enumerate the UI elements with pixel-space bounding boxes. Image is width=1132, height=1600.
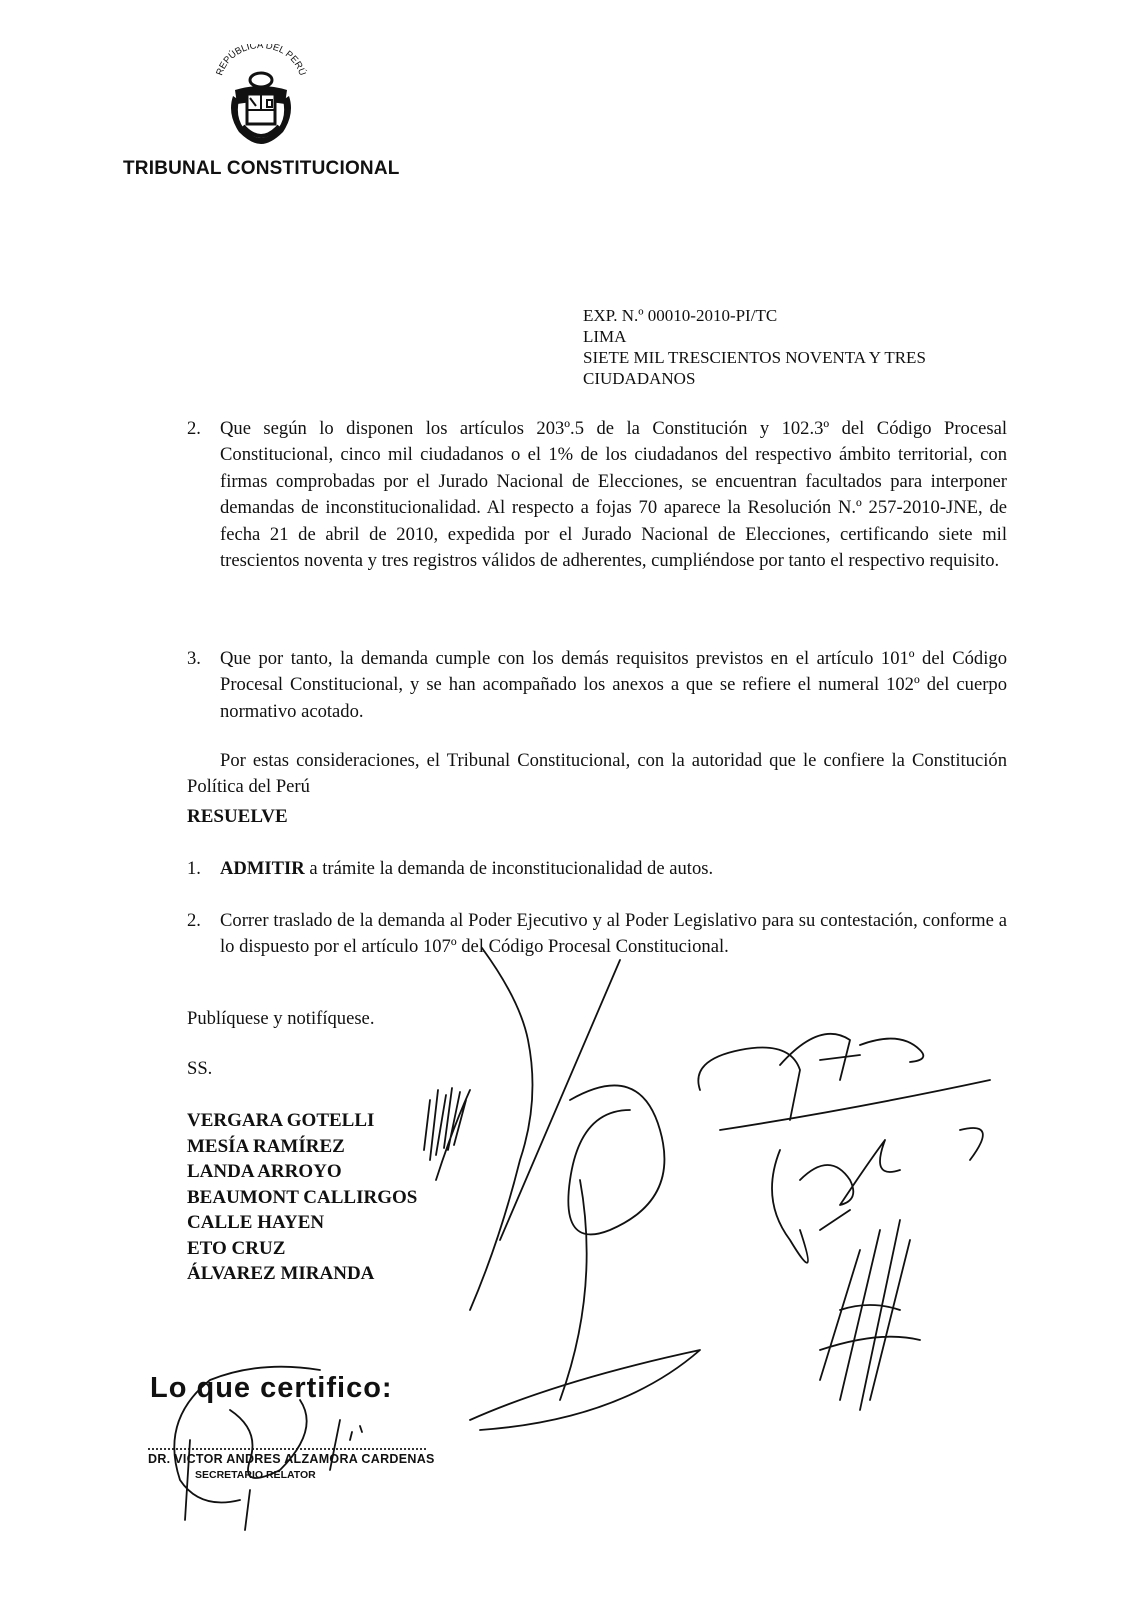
resolution-text: Correr traslado de la demanda al Poder Ejecutivo y al Poder Legislativo para su contestación, conforme a lo dispuesto por el artículo 107º del Código Procesal Constitucional. [220,910,1007,958]
resolution-number: 1. [187,858,201,879]
signature-1 [424,1088,470,1180]
resolution-item-2 [187,908,1007,961]
signature-2 [470,948,700,1430]
signature-4 [772,1140,900,1263]
resolution-heading: RESUELVE [187,806,288,827]
case-number: EXP. N.º 00010-2010-PI/TC [583,306,778,325]
judge-name: CALLE HAYEN [187,1212,325,1233]
judge-name: BEAUMONT CALLIRGOS [187,1186,418,1208]
resolution-item-1 [187,856,1007,882]
resolution-text [220,856,1007,882]
considerando-text: Que según lo disponen los artículos 203º.5 de la Constitución y 102.3º del Código Procesal Constitucional, cinco mil ciudadanos o el 1% de los ciudadanos del respectivo ámbito territorial, con firmas comprobadas por el Jurado Nacional de Elecciones, se encuentran facultados para interponer demandas de inconstitucionalidad. Al respecto a fojas 70 aparece la Resolución N.º 257-2010-JNE, de fecha 21 de abril de 2010, expedida por el Jurado Nacional de Elecciones, certificando siete mil trescientos noventa y tres registros válidos de adherentes, cumpliéndose por tanto el respectivo requisito. [220,418,1007,572]
signature-5 [820,1220,920,1410]
judge-name: ÁLVAREZ MIRANDA [187,1263,375,1284]
case-party-line-2: CIUDADANOS [583,369,696,388]
certification-label: Lo que certifico: [150,1372,393,1404]
judge-name: LANDA ARROYO [187,1161,342,1182]
seal-text: REPÚBLICA DEL PERÚ [214,44,308,78]
considerando-3 [187,646,1007,725]
case-party-line-1: SIETE MIL TRESCIENTOS NOVENTA Y TRES [583,348,926,367]
institution-name: TRIBUNAL CONSTITUCIONAL [123,158,400,179]
case-header [583,305,926,389]
considerando-number: 3. [187,648,201,669]
secretary-name: DR. VICTOR ANDRES ALZAMORA CARDENAS [148,1452,435,1466]
resolution-body: a trámite la demanda de inconstitucionalidad de autos. [304,858,714,879]
signature-3 [698,1034,990,1160]
judge-name: ETO CRUZ [187,1237,286,1259]
considerando-2 [187,416,1007,574]
considerando-number: 2. [187,418,201,439]
publication-order: Publíquese y notifíquese. [187,1008,375,1029]
considerations-paragraph [187,748,1007,801]
ss-abbreviation: SS. [187,1058,213,1079]
considerations-text: Por estas consideraciones, el Tribunal Constitucional, con la autoridad que le confiere la Constitución Política del Perú [187,750,1007,798]
coat-of-arms-icon [213,44,309,154]
case-city: LIMA [583,327,627,346]
judge-name: VERGARA GOTELLI [187,1110,375,1131]
coat-of-arms-seal [213,44,309,154]
secretary-title: SECRETARIO RELATOR [195,1469,316,1481]
resolution-number: 2. [187,910,201,931]
judges-list [187,1108,417,1287]
signature-dotted-line [148,1448,426,1450]
judge-name: MESÍA RAMÍREZ [187,1135,345,1157]
considerando-text: Que por tanto, la demanda cumple con los demás requisitos previstos en el artículo 101º del Código Procesal Constitucional, y se han acompañado los anexos a que se refiere el numeral 102º del cuerpo normativo acotado. [220,648,1007,722]
resolution-verb: ADMITIR [220,858,305,879]
